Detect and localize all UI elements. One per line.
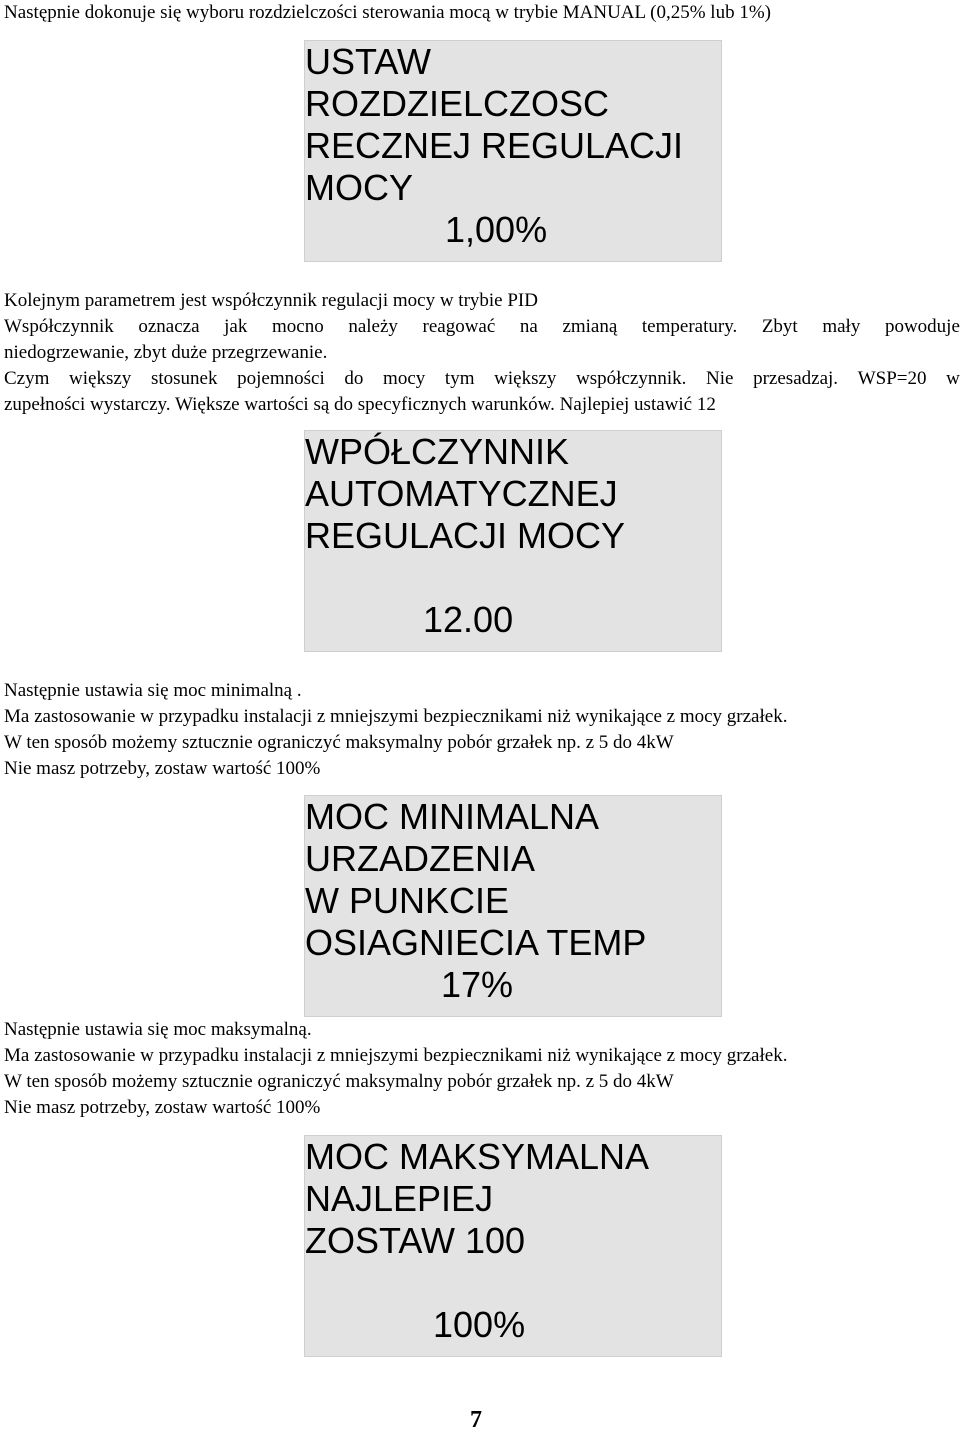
word: mocy <box>383 368 426 389</box>
word: należy <box>348 316 398 337</box>
paragraph-line-justified <box>4 366 960 392</box>
panel-value: 17% <box>441 964 514 1005</box>
intro-line: Następnie dokonuje się wyboru rozdzielczości sterowania mocą w trybie MANUAL (0,25% lub 1%) <box>4 2 771 23</box>
word: większy <box>69 368 132 389</box>
word: powoduje <box>884 316 960 337</box>
word: Czym <box>4 368 50 389</box>
paragraph-line: Ma zastosowanie w przypadku instalacji z mniejszymi bezpiecznikami niż wynikające z mocy grzałek. <box>4 706 788 727</box>
word: przesadzaj. <box>753 368 839 389</box>
panel-label-line: WPÓŁCZYNNIK <box>305 431 570 472</box>
paragraph-line: niedogrzewanie, zbyt duże przegrzewanie. <box>4 342 328 363</box>
panel-label-line: MOC MAKSYMALNA <box>305 1136 650 1177</box>
panel-label-line: URZADZENIA <box>305 838 536 879</box>
page-number: 7 <box>470 1407 482 1433</box>
word: na <box>519 316 538 337</box>
word: mały <box>822 316 861 337</box>
word: współczynnik. <box>576 368 687 389</box>
paragraph-line: Ma zastosowanie w przypadku instalacji z mniejszymi bezpiecznikami niż wynikające z mocy grzałek. <box>4 1045 788 1066</box>
word: jak <box>224 316 248 337</box>
word: stosunek <box>150 368 218 389</box>
word: Zbyt <box>761 316 798 337</box>
word: oznacza <box>138 316 200 337</box>
panel-label-line: ROZDZIELCZOSC <box>305 83 610 124</box>
word: do <box>344 368 364 389</box>
paragraph-line: Kolejnym parametrem jest współczynnik regulacji mocy w trybie PID <box>4 290 538 311</box>
panel-label-line: REGULACJI MOCY <box>305 515 626 556</box>
word: reagować <box>422 316 496 337</box>
paragraph-line: Nie masz potrzeby, zostaw wartość 100% <box>4 1097 321 1118</box>
word: mocno <box>271 316 324 337</box>
panel-label-line: RECZNEJ REGULACJI <box>305 125 684 166</box>
paragraph-line-justified <box>4 314 960 340</box>
word: pojemności <box>237 368 325 389</box>
panel-value: 12.00 <box>423 599 514 640</box>
panel-label-line: ZOSTAW 100 <box>305 1220 526 1261</box>
word: tym <box>444 368 475 389</box>
panel-label-line: MOCY <box>305 167 413 208</box>
word: temperatury. <box>641 316 738 337</box>
word: Współczynnik <box>4 316 114 337</box>
panel-value: 1,00% <box>445 209 548 250</box>
panel-label-line: MOC MINIMALNA <box>305 796 600 837</box>
panel-label-line: W PUNKCIE <box>305 880 510 921</box>
word: większy <box>494 368 557 389</box>
display-panel-resolution <box>304 40 722 262</box>
paragraph-line: Następnie ustawia się moc maksymalną. <box>4 1019 312 1040</box>
panel-label-line: NAJLEPIEJ <box>305 1178 494 1219</box>
paragraph-line: W ten sposób możemy sztucznie ograniczyć maksymalny pobór grzałek np. z 5 do 4kW <box>4 732 674 753</box>
paragraph-line: W ten sposób możemy sztucznie ograniczyć maksymalny pobór grzałek np. z 5 do 4kW <box>4 1071 674 1092</box>
word: w <box>946 368 960 389</box>
panel-label-line: AUTOMATYCZNEJ <box>305 473 618 514</box>
word: WSP=20 <box>857 368 927 389</box>
panel-label-line: OSIAGNIECIA TEMP <box>305 922 647 963</box>
word: zmianą <box>562 316 618 337</box>
display-panel-max-power <box>304 1135 722 1357</box>
word: Nie <box>706 368 734 389</box>
paragraph-line: Nie masz potrzeby, zostaw wartość 100% <box>4 758 321 779</box>
paragraph-line: Następnie ustawia się moc minimalną . <box>4 680 302 701</box>
display-panel-min-power <box>304 795 722 1017</box>
panel-label-line: USTAW <box>305 41 431 82</box>
panel-value: 100% <box>433 1304 526 1345</box>
display-panel-pid-factor <box>304 430 722 652</box>
paragraph-line: zupełności wystarczy. Większe wartości są do specyficznych warunków. Najlepiej ustawić 12 <box>4 394 716 415</box>
